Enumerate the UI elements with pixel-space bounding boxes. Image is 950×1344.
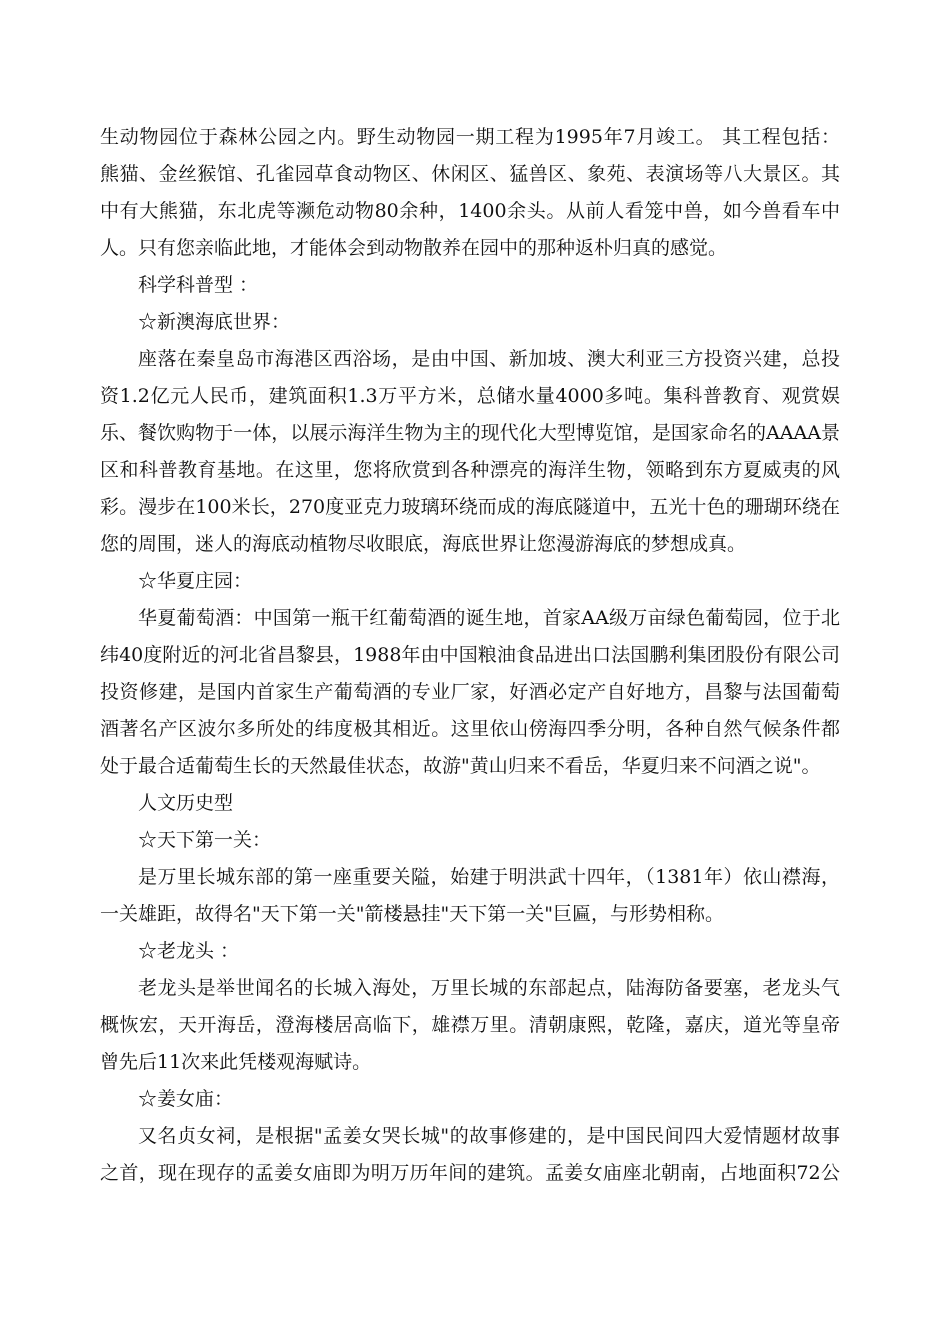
body-text-line: 生动物园位于森林公园之内。野生动物园一期工程为1995年7月竣工。 其工程包括： [100, 126, 840, 148]
body-text-line: 座落在秦皇岛市海港区西浴场，是由中国、新加坡、澳大利亚三方投资兴建，总投 [138, 348, 840, 370]
subsection-heading: ☆老龙头 ： [138, 940, 240, 962]
subsection-heading: ☆天下第一关： [138, 829, 272, 851]
body-text-line: 一关雄距，故得名"天下第一关"箭楼悬挂"天下第一关"巨匾，与形势相称。 [100, 903, 724, 925]
subsection-heading: ☆姜女庙： [138, 1088, 234, 1110]
body-text-line: 资1.2亿元人民币，建筑面积1.3万平方米，总储水量4000多吨。集科普教育、观赏娱 [100, 385, 840, 407]
subsection-heading: ☆华夏庄园： [138, 570, 253, 592]
body-text-line: 熊猫、金丝猴馆、孔雀园草食动物区、休闲区、猛兽区、象苑、表演场等八大景区。其 [100, 163, 840, 185]
body-text-line: 您的周围，迷人的海底动植物尽收眼底，海底世界让您漫游海底的梦想成真。 [100, 533, 747, 555]
body-text-line: 投资修建，是国内首家生产葡萄酒的专业厂家，好酒必定产自好地方，昌黎与法国葡萄 [100, 681, 840, 703]
section-heading: 科学科普型 ： [138, 274, 259, 296]
body-text-line: 乐、餐饮购物于一体，以展示海洋生物为主的现代化大型博览馆，是国家命名的AAAA景 [100, 422, 840, 444]
body-text-line: 华夏葡萄酒：中国第一瓶干红葡萄酒的诞生地，首家AA级万亩绿色葡萄园，位于北 [138, 607, 840, 629]
body-text-line: 又名贞女祠，是根据"孟姜女哭长城"的故事修建的，是中国民间四大爱情题材故事 [138, 1125, 840, 1147]
body-text-line: 人。只有您亲临此地，才能体会到动物散养在园中的那种返朴归真的感觉。 [100, 237, 728, 259]
body-text-line: 曾先后11次来此凭楼观海赋诗。 [100, 1051, 372, 1073]
body-text-line: 中有大熊猫，东北虎等濒危动物80余种，1400余头。从前人看笼中兽，如今兽看车中 [100, 200, 840, 222]
body-text-line: 是万里长城东部的第一座重要关隘，始建于明洪武十四年，（1381年）依山襟海， [138, 866, 840, 888]
body-text-line: 处于最合适葡萄生长的天然最佳状态，故游"黄山归来不看岳，华夏归来不问酒之说"。 [100, 755, 821, 777]
section-heading: 人文历史型 [138, 792, 234, 814]
body-text-line: 之首，现在现存的孟姜女庙即为明万历年间的建筑。孟姜女庙座北朝南，占地面积72公 [100, 1162, 840, 1184]
body-text-line: 纬40度附近的河北省昌黎县，1988年由中国粮油食品进出口法国鹏利集团股份有限公司 [100, 644, 840, 666]
subsection-heading: ☆新澳海底世界： [138, 311, 291, 333]
body-text-line: 彩。漫步在100米长，270度亚克力玻璃环绕而成的海底隧道中，五光十色的珊瑚环绕在 [100, 496, 840, 518]
body-text-line: 概恢宏，天开海岳，澄海楼居高临下，雄襟万里。清朝康熙，乾隆，嘉庆，道光等皇帝 [100, 1014, 840, 1036]
body-text-line: 老龙头是举世闻名的长城入海处，万里长城的东部起点，陆海防备要塞，老龙头气 [138, 977, 840, 999]
body-text-line: 区和科普教育基地。在这里，您将欣赏到各种漂亮的海洋生物，领略到东方夏威夷的风 [100, 459, 840, 481]
body-text-line: 酒著名产区波尔多所处的纬度极其相近。这里依山傍海四季分明，各种自然气候条件都 [100, 718, 840, 740]
